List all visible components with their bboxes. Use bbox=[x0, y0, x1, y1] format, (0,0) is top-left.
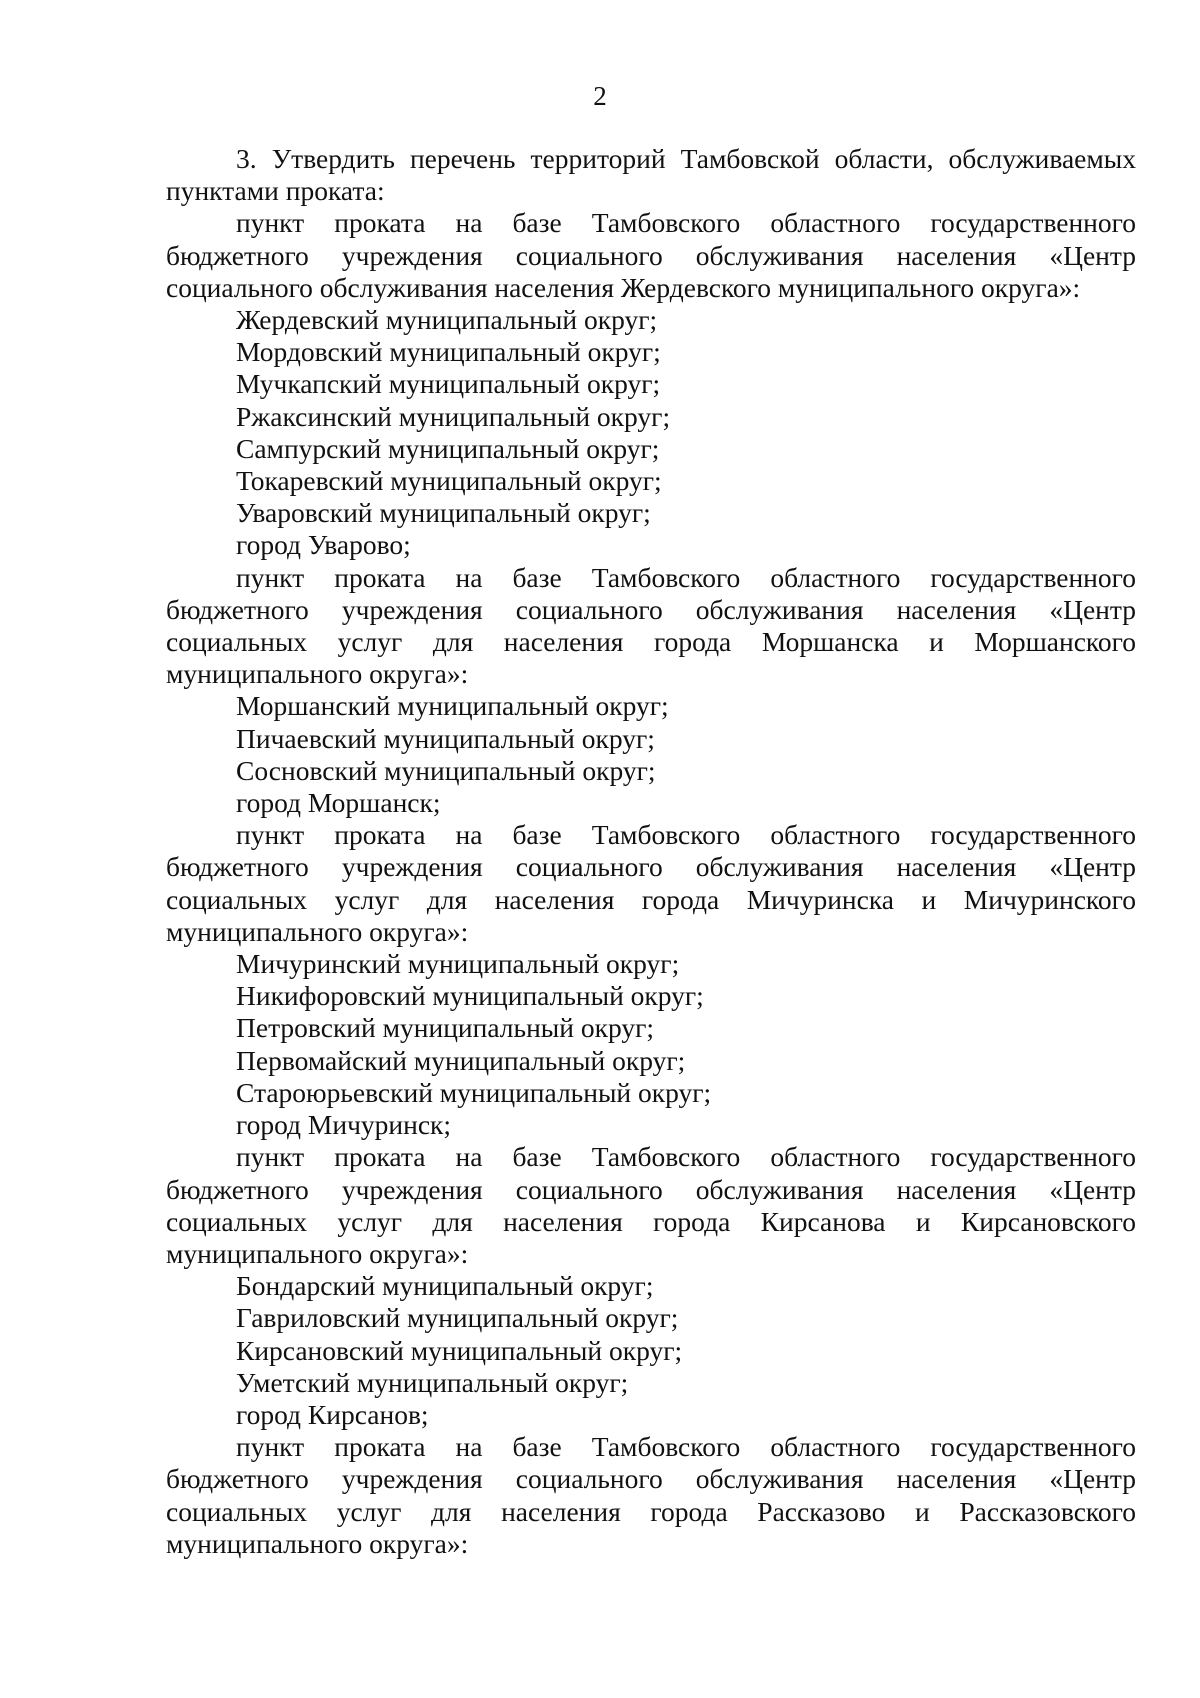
list-item: город Моршанск; bbox=[236, 787, 441, 819]
list-item: Уваровский муниципальный округ; bbox=[236, 497, 651, 529]
list-item: Жердевский муниципальный округ; bbox=[236, 304, 658, 336]
page-number: 2 bbox=[593, 81, 607, 111]
list-item: Мордовский муниципальный округ; bbox=[236, 336, 661, 368]
document-body bbox=[166, 143, 1136, 1560]
section-heading: пункт проката на базе Тамбовского областного государственного бюджетного учреждения социального обслуживания населения «Центр социальных услуг для населения города Моршанска и Моршанского муниципального округа»: bbox=[166, 561, 1136, 690]
list-item: Сосновский муниципальный округ; bbox=[236, 754, 656, 786]
list-item: город Кирсанов; bbox=[236, 1398, 429, 1430]
list-item: Бондарский муниципальный округ; bbox=[236, 1270, 654, 1302]
list-item: Петровский муниципальный округ; bbox=[236, 1012, 655, 1044]
list-item: город Мичуринск; bbox=[236, 1109, 452, 1141]
section-heading: пункт проката на базе Тамбовского областного государственного бюджетного учреждения социального обслуживания населения «Центр социального обслуживания населения Жердевского муниципального округа»: bbox=[166, 207, 1136, 303]
list-item: Староюрьевский муниципальный округ; bbox=[236, 1076, 712, 1108]
list-item: Сампурский муниципальный округ; bbox=[236, 432, 660, 464]
intro-paragraph: 3. Утвердить перечень территорий Тамбовской области, обслуживаемых пунктами проката: bbox=[166, 143, 1136, 207]
list-item: Гавриловский муниципальный округ; bbox=[236, 1302, 679, 1334]
list-item: Мучкапский муниципальный округ; bbox=[236, 368, 661, 400]
list-item: Первомайский муниципальный округ; bbox=[236, 1044, 686, 1076]
list-item: Никифоровский муниципальный округ; bbox=[236, 980, 704, 1012]
list-item: город Уварово; bbox=[236, 529, 411, 561]
list-item: Моршанский муниципальный округ; bbox=[236, 690, 669, 722]
list-item: Кирсановский муниципальный округ; bbox=[236, 1334, 683, 1366]
section-heading: пункт проката на базе Тамбовского областного государственного бюджетного учреждения социального обслуживания населения «Центр социальных услуг для населения города Кирсанова и Кирсановского муниципального округа»: bbox=[166, 1141, 1136, 1269]
list-item: Мичуринский муниципальный округ; bbox=[236, 948, 680, 980]
section-heading: пункт проката на базе Тамбовского областного государственного бюджетного учреждения социального обслуживания населения «Центр социальных услуг для населения города Рассказово и Рассказовского муниципального округа»: bbox=[166, 1431, 1136, 1559]
list-item: Токаревский муниципальный округ; bbox=[236, 465, 662, 497]
section-heading: пункт проката на базе Тамбовского областного государственного бюджетного учреждения социального обслуживания населения «Центр социальных услуг для населения города Мичуринска и Мичуринского муниципального округа»: bbox=[166, 819, 1136, 947]
list-item: Пичаевский муниципальный округ; bbox=[236, 722, 655, 754]
list-item: Ржаксинский муниципальный округ; bbox=[236, 400, 671, 432]
list-item: Уметский муниципальный округ; bbox=[236, 1366, 629, 1398]
